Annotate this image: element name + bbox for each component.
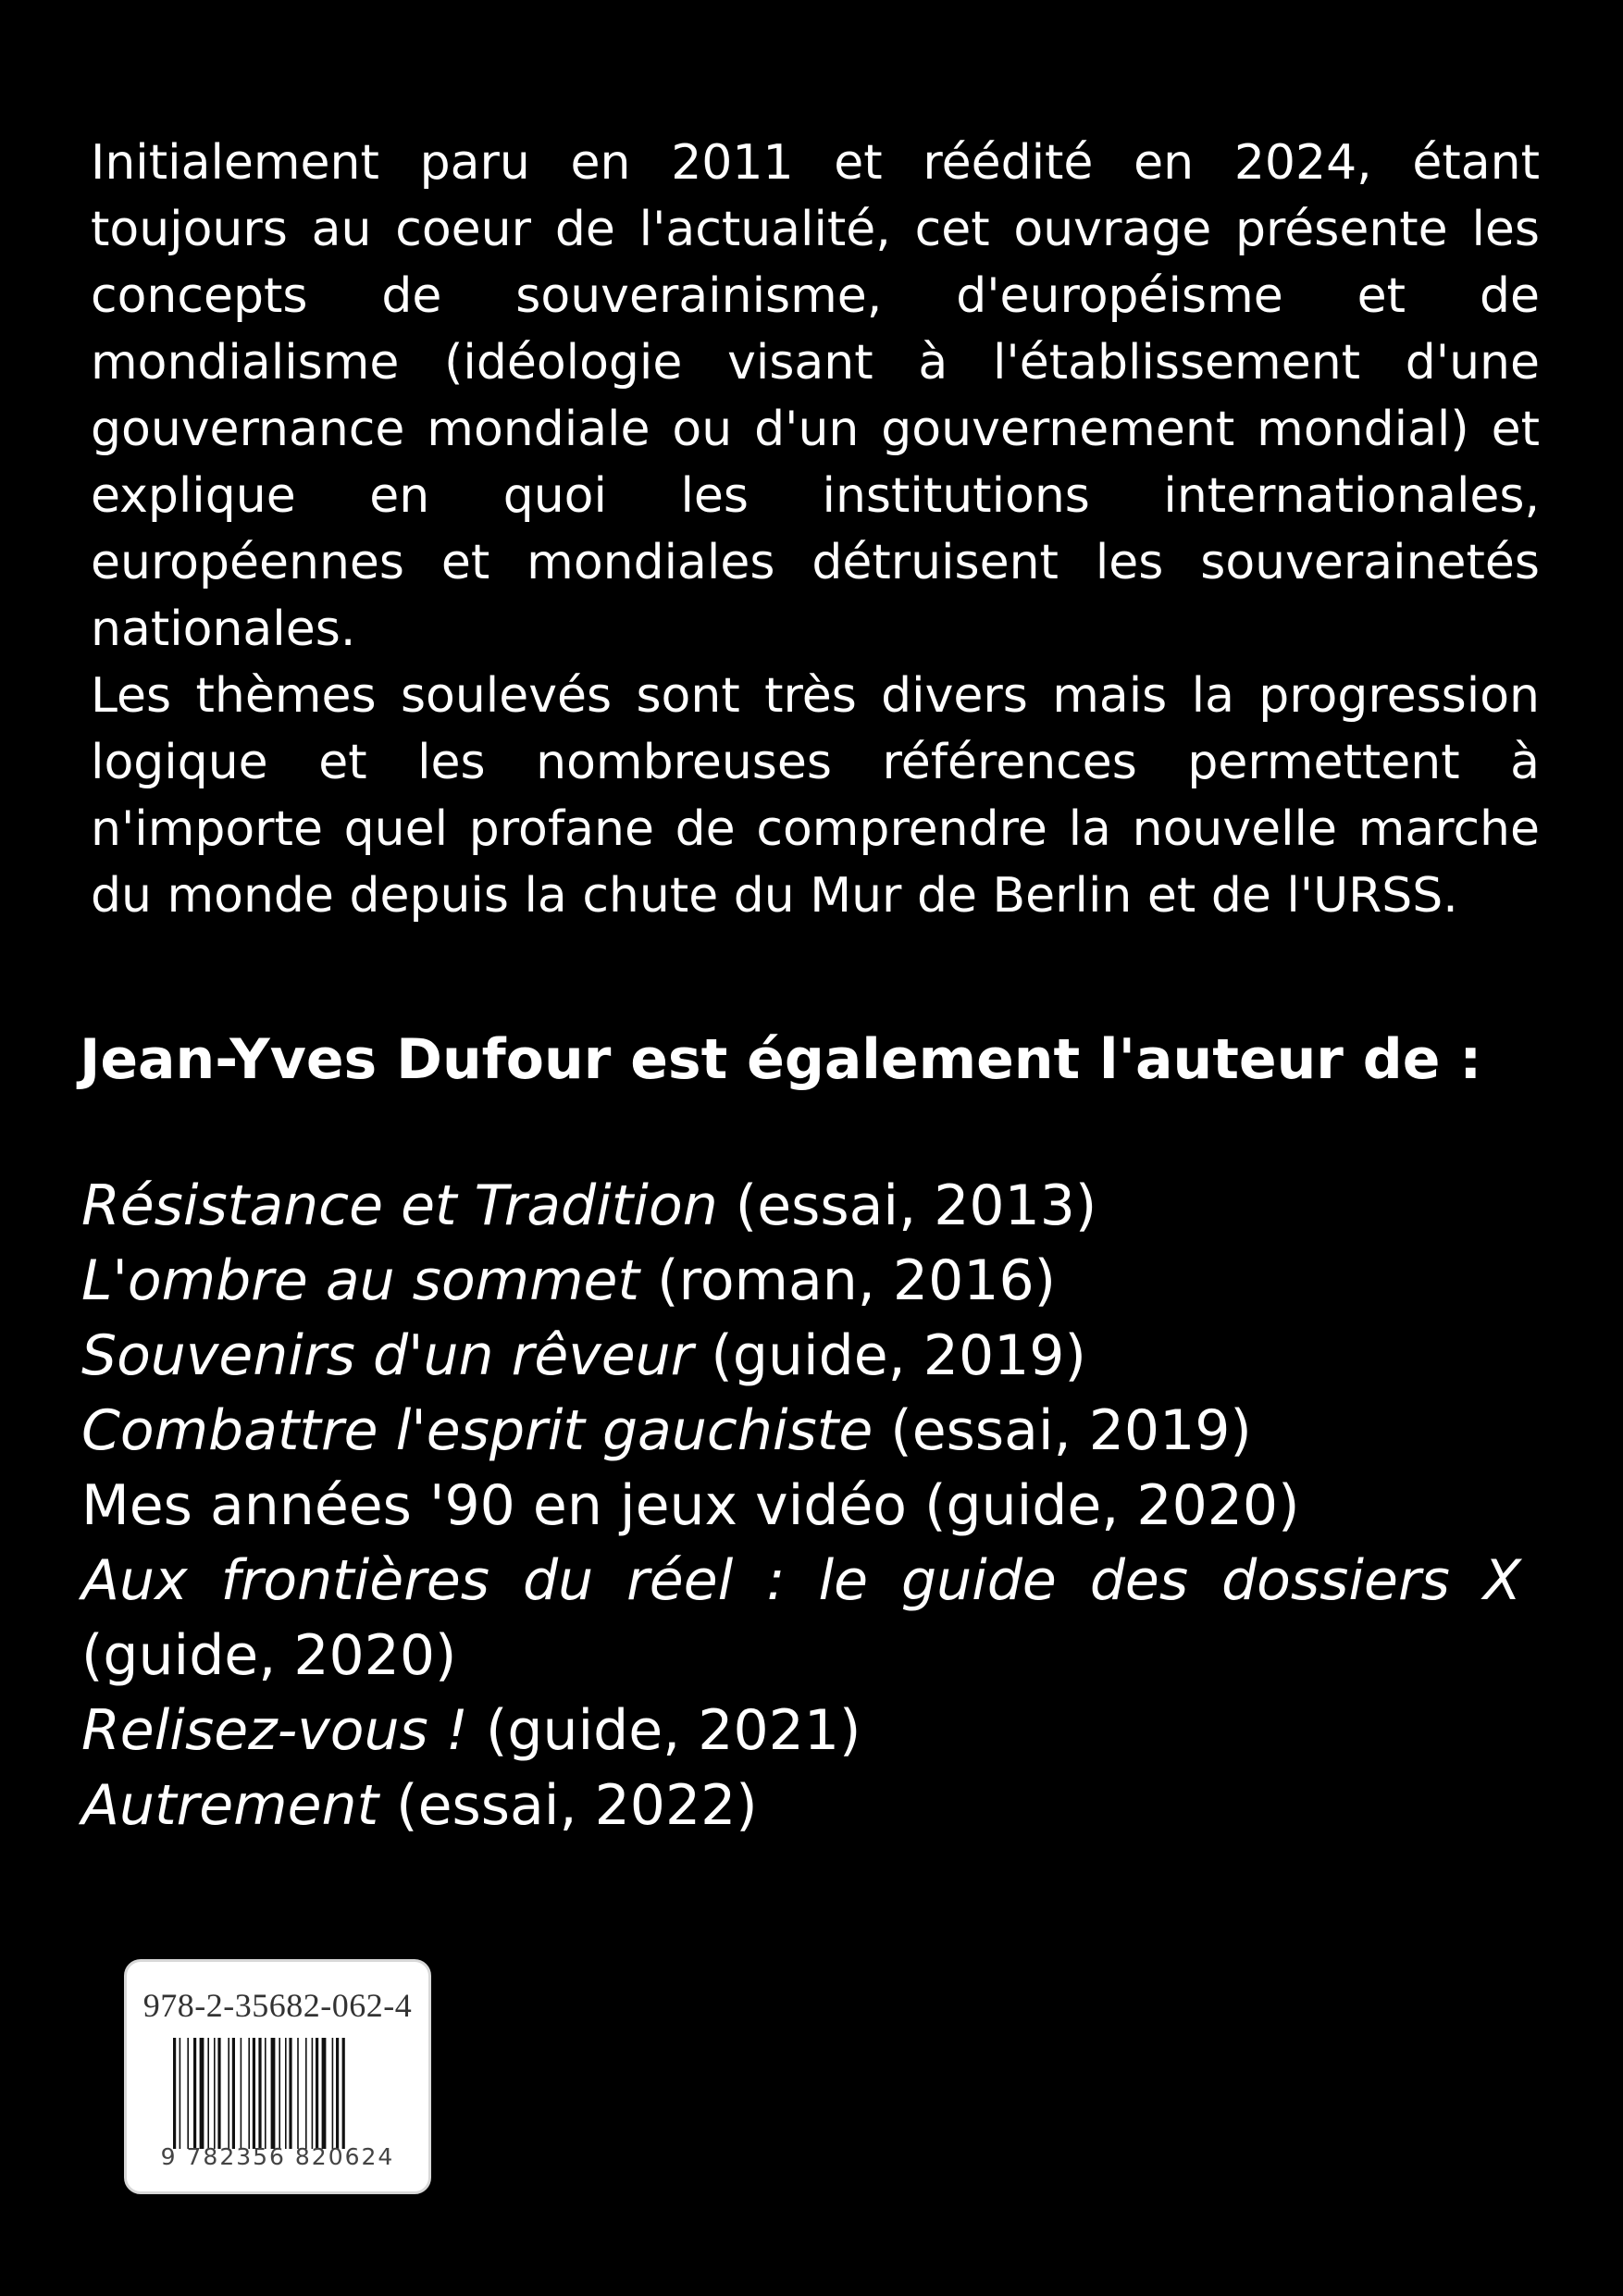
barcode-bar (279, 2038, 280, 2149)
barcode-bar (248, 2038, 250, 2149)
isbn-label: 978-2-35682-062-4 (142, 1987, 413, 2024)
work-item (81, 1694, 1521, 1769)
barcode-bar (241, 2038, 242, 2149)
work-item (81, 1169, 1521, 1244)
barcode-bar (180, 2038, 181, 2149)
barcode-bar (305, 2038, 307, 2149)
work-title: Relisez-vous ! (81, 1698, 468, 1763)
work-item (81, 1244, 1521, 1319)
work-item (81, 1319, 1521, 1394)
barcode-bar (285, 2038, 287, 2149)
work-title: Combattre l'esprit gauchiste (81, 1398, 873, 1463)
book-blurb (91, 130, 1540, 929)
barcode-bar (342, 2038, 345, 2149)
ean-digits: 9 782356 820624 (160, 2143, 395, 2170)
work-meta: (guide, 2021) (467, 1698, 861, 1763)
barcode-bar (258, 2038, 261, 2149)
work-title: Aux frontières du réel : le guide des dossiers X (81, 1548, 1521, 1613)
work-meta: (essai, 2022) (378, 1773, 758, 1838)
isbn-barcode (124, 1959, 431, 2194)
work-meta: (guide, 2020) (81, 1623, 457, 1688)
barcode-bar (228, 2038, 229, 2149)
work-meta: Mes années '90 en jeux vidéo (guide, 2020) (81, 1473, 1300, 1538)
barcode-bar (214, 2038, 216, 2149)
blurb-paragraph-1: Initialement paru en 2011 et réédité en 2024, étant toujours au coeur de l'actualité, cet ouvrage présente les concepts de souverainisme, d'européisme et de mondialisme (idéologie visant à l'établissement d'une gouvernance mondiale ou d'un gouvernement mondial) et explique en quoi les institutions internationales, européennes et mondiales détruisent les souverainetés nationales. (91, 135, 1540, 657)
barcode-bar (187, 2038, 189, 2149)
barcode-bar (297, 2038, 299, 2149)
barcode-bar (289, 2038, 291, 2149)
work-title: Souvenirs d'un rêveur (81, 1323, 694, 1388)
barcode-bar (336, 2038, 339, 2149)
barcode-bar (322, 2038, 327, 2149)
barcode-bar (316, 2038, 318, 2149)
barcode-bar (207, 2038, 209, 2149)
work-meta: (guide, 2019) (693, 1323, 1086, 1388)
barcode-bar (193, 2038, 196, 2149)
barcode-bar (200, 2038, 204, 2149)
work-meta: (roman, 2016) (639, 1248, 1057, 1313)
barcode-bar (265, 2038, 266, 2149)
work-item (81, 1769, 1521, 1843)
barcode-bar (217, 2038, 220, 2149)
work-title: L'ombre au sommet (81, 1248, 639, 1313)
barcode-bar (253, 2038, 255, 2149)
work-item (81, 1469, 1521, 1544)
barcode-bars (173, 2038, 388, 2149)
work-item (81, 1394, 1521, 1469)
work-item (81, 1544, 1521, 1694)
barcode-bar (312, 2038, 314, 2149)
work-title: Résistance et Tradition (81, 1173, 718, 1238)
blurb-paragraph-2: Les thèmes soulevés sont très divers mais la progression logique et les nombreuses références permettent à n'importe quel profane de comprendre la nouvelle marche du monde depuis la chute du Mur de Berlin et de l'URSS. (91, 668, 1540, 924)
barcode-bar (332, 2038, 334, 2149)
barcode-bar (271, 2038, 276, 2149)
barcode-bar (232, 2038, 235, 2149)
work-title: Autrement (81, 1773, 379, 1838)
work-meta: (essai, 2013) (717, 1173, 1097, 1238)
works-list (81, 1169, 1521, 1843)
barcode-bar (173, 2038, 176, 2149)
author-works-heading: Jean-Yves Dufour est également l'auteur de : (80, 1027, 1482, 1092)
work-meta: (essai, 2019) (873, 1398, 1252, 1463)
